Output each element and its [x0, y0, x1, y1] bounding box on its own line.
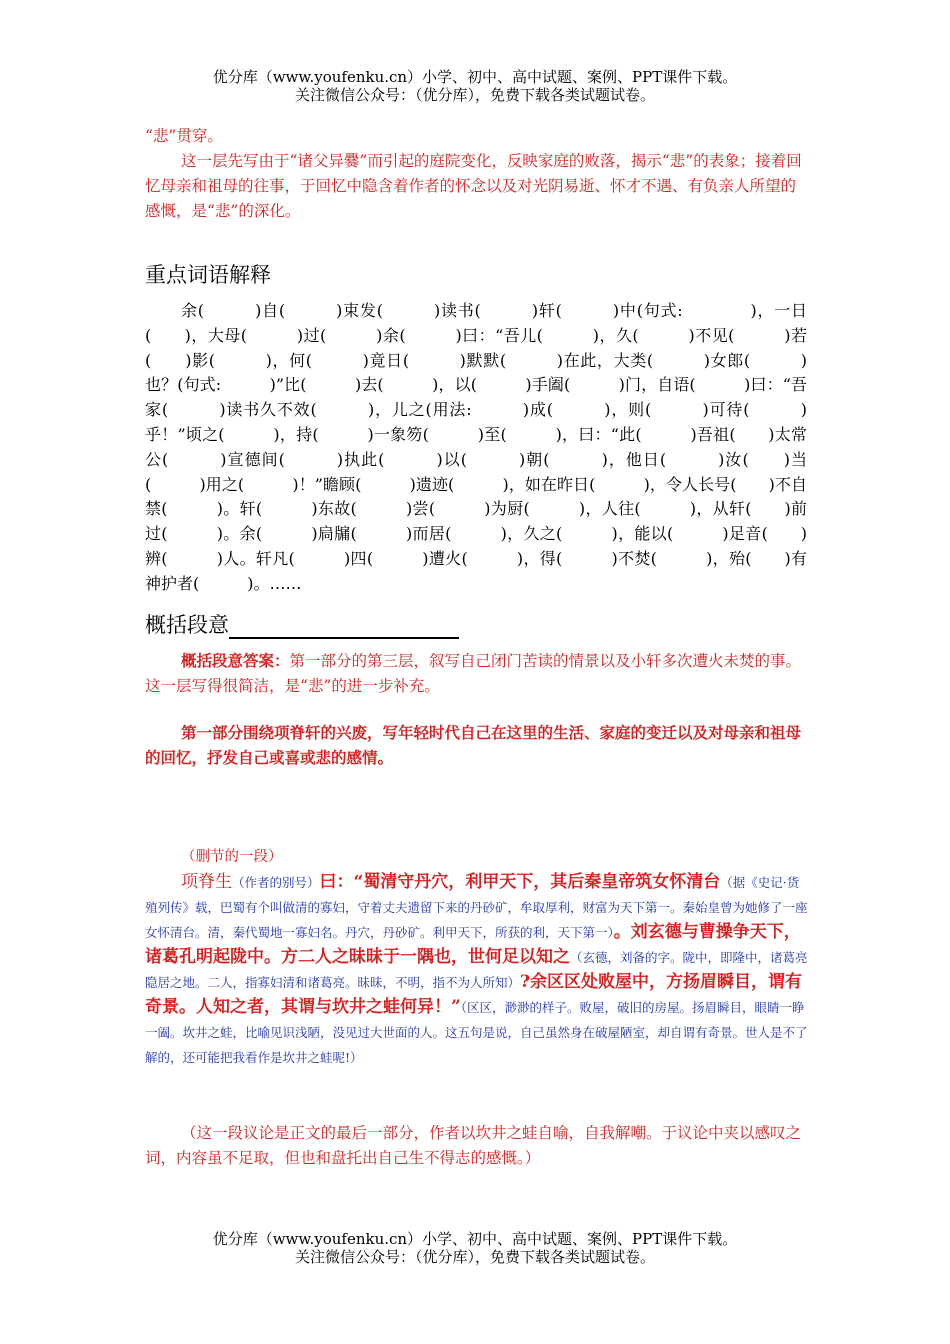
intro-paragraph: 这一层先写由于“诸父异爨”而引起的庭院变化，反映家庭的败落，揭示“悲”的表象；接着回忆母亲和祖母的往事，于回忆中隐含着作者的怀念以及对光阴易逝、怀才不遇、有负亲人所望的感慨，是“悲”的深化。 — [145, 152, 802, 220]
answer-label: 概括段意答案： — [181, 651, 290, 670]
summary-blank-line — [229, 619, 459, 639]
part-summary: 第一部分围绕项脊轩的兴废，写年轻时代自己在这里的生活、家庭的变迁以及对母亲和祖母的回忆，抒发自己或喜或悲的感情。 — [145, 724, 802, 767]
deleted-label: （删节的一段） — [181, 849, 283, 865]
summary-title-text: 概括段意 — [145, 613, 229, 637]
deleted-body — [145, 870, 810, 1070]
page-header — [0, 68, 950, 104]
answer-text: 第一部分的第三层，叙写自己闭门苦读的情景以及小轩多次遭火未焚的事。这一层写得很简洁，是“悲”的进一步补充。 — [145, 652, 802, 695]
comment-block — [145, 1121, 810, 1171]
intro-block — [145, 124, 810, 224]
footer-line-1: 优分库（www.youfenku.cn）小学、初中、高中试题、案例、PPT课件下载。 — [212, 1230, 738, 1248]
passage-note-3: （玄德，刘备的字。陇中，即隆中，诸葛亮隐居之地。二人，指寡妇清和诸葛亮。昧昧，不明，指不为人所知） — [145, 950, 808, 990]
summary-answer-block — [145, 648, 810, 699]
passage-s2: 曰：“蜀清守丹穴，利甲天下，其后秦皇帝筑女怀清台 — [319, 872, 721, 892]
vocab-title: 重点词语解释 — [145, 263, 271, 287]
passage-s4: ?余区区处败屋中，方扬眉瞬目，谓有奇景。人知之者，其谓与坎井之蛙何异！” — [145, 972, 802, 1017]
footer-line-2: 关注微信公众号：（优分库），免费下载各类试题试卷。 — [294, 1248, 655, 1266]
vocab-text: 余( )自( )束发( )读书( )轩( )中(句式: )，一日( )，大母( )过( )余( )曰：“吾儿( )，久( )不见( )若( )影( )，何( )竟日( )默默( )在此，大类( )女郎( )也？(句式: )”比( )去( )，以( )手阖( )门，自语( )曰：“吾家( )读书久不效( )，儿之(用法: )成( )，则( )可待( )乎！”顷之( )，持( )一象笏( )至( )，曰：“此( )吾祖( )太常公( )宣德间( )执此( )以( )朝( )，他日( )汝( )当( )用之( )！”瞻顾( )遗迹( )，如在昨日( )，令人长号( )不自禁( )。轩( )东故( )尝( )为厨( )，人往( )，从轩( )前过( )。余( )扃牖( )而居( )，久之( )，能以( )足音( )辨( )人。轩凡( )四( )遭火( )，得( )不焚( )，殆( )有神护者( )。…… — [145, 301, 807, 593]
page-footer — [0, 1230, 950, 1266]
deleted-passage — [145, 845, 810, 1070]
passage-s3: 。刘玄德与曹操争天下，诸葛孔明起陇中。方二人之昧昧于一隅也，世何足以知之 — [145, 922, 801, 967]
passage-s1: 项脊生 — [181, 872, 232, 892]
intro-line: “悲”贯穿。 — [145, 127, 223, 145]
passage-note-4: （区区，渺渺的样子。败屋，破旧的房屋。扬眉瞬目，眼睛一睁一阖。坎井之蛙，比喻见识浅陋，没见过大世面的人。这五句是说，自己虽然身在破屋陋室，却自谓有奇景。世人是不了解的，还可能把我看作是坎井之蛙呢!） — [145, 1000, 808, 1065]
passage-comment: （这一段议论是正文的最后一部分，作者以坎井之蛙自喻，自我解嘲。于议论中夹以感叹之词，内容虽不足取，但也和盘托出自己生不得志的感慨。） — [145, 1124, 802, 1167]
header-line-2: 关注微信公众号：（优分库），免费下载各类试题试卷。 — [294, 86, 655, 104]
passage-note-1: （作者的别号） — [232, 875, 320, 890]
header-line-1: 优分库（www.youfenku.cn）小学、初中、高中试题、案例、PPT课件下载。 — [212, 68, 738, 86]
summary-title — [145, 609, 459, 639]
summary-answer — [145, 648, 810, 699]
part-summary-block — [145, 721, 810, 771]
passage-note-2: （据《史记·货殖列传》载，巴蜀有个叫做清的寡妇，守着丈夫遗留下来的丹砂矿，牟取厚利，财富为天下第一。秦始皇曾为她修了一座女怀清台。清，秦代蜀地一寡妇名。丹穴，丹砂矿。利甲天下，所获的利，天下第一） — [145, 875, 808, 940]
